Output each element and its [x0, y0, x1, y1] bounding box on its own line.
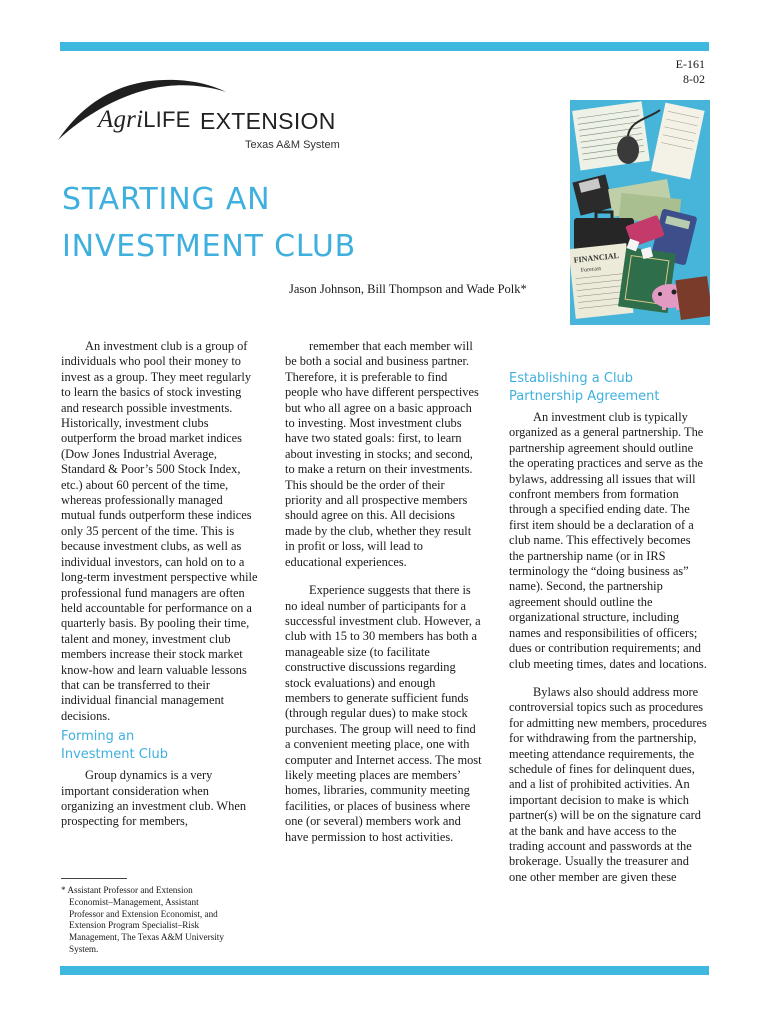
page-title: [62, 176, 356, 270]
receipt-tape-icon: [651, 103, 705, 180]
booklet-icon: [675, 276, 710, 320]
top-accent-bar: [60, 42, 709, 51]
logo-system: Texas A&M System: [245, 139, 340, 151]
section-heading-partnership: Establishing a Club Partnership Agreement: [509, 371, 660, 404]
column-1: [61, 339, 258, 830]
doc-date: 8-02: [683, 72, 705, 86]
agrilife-extension-logo: [58, 76, 358, 156]
doc-number: E-161: [675, 57, 705, 71]
logo-extension: EXTENSION: [200, 108, 336, 134]
section-heading-forming: Forming an Investment Club: [61, 729, 168, 763]
title-line-2: INVESTMENT CLUB: [62, 229, 356, 264]
document-number: [676, 57, 705, 87]
title-line-1: STARTING AN: [62, 182, 271, 217]
author-footnote: * Assistant Professor and Extension Economist–Management, Assistant Professor and Extension Economist, and Extension Program Specialist–Risk Management, The Texas A&M University System.: [61, 885, 261, 956]
authors: Jason Johnson, Bill Thompson and Wade Polk*: [289, 282, 527, 296]
stock-table-paper-icon: [572, 101, 650, 170]
svg-text:Forecast: Forecast: [580, 265, 602, 275]
bylaws-paragraph: Bylaws also should address more controversial topics such as procedures for admitting new members, procedures for withdrawing from the partnership, meeting attendance requirements, the schedule of fines for delinquent dues, and a list of prohibited activities. An important decision to make is which partner(s) will be on the signature card at the bank and have access to the trading account and passwords at the brokerage. Usually the treasurer and one other member are given these: [509, 684, 707, 884]
partnership-paragraph: An investment club is typically organized as a general partnership. The partnership agreement should outline the operating practices and serve as the bylaws, addressing all issues that will confront members from formation through a specified ending date. The first item should be a declaration of a club name. This effectively becomes the partnership name (or in IRS terminology the “doing business as” name). Second, the partnership agreement should outline the organizational structure, including names and responsibilities of officers; dues or contribution requirements; and club meeting times, dates and locations.: [509, 410, 707, 671]
logo-agri: AgriLIFE: [98, 106, 191, 133]
column-3: [509, 366, 707, 885]
intro-paragraph: An investment club is a group of individuals who pool their money to invest as a group. They meet regularly to learn the basics of stock investing and research possible investments. Historically, investment clubs outperform the broad market indices (Dow Jones Industrial Average, Standard & Poor’s 500 Stock Index, etc.) about 60 percent of the time, whereas professionally managed mutual funds outperform these indices only 35 percent of the time. This is because investment clubs, as well as individual investors, can hold on to a long-term investment perspective while professional fund managers are often held accountable for performance on a quarterly basis. By pooling their time, talent and money, investment club members increase their stock market know-how and learn valuable lessons that can be transferred to their individual financial management decisions.: [61, 339, 258, 723]
footnote-rule: [61, 878, 127, 879]
experience-paragraph: Experience suggests that there is no ideal number of participants for a successful investment club. However, a club with 15 to 30 members has both a manageable size (to facilitate constructive discussions regarding stock evaluations) and enough members to generate sufficient funds (through regular dues) to make stock purchases. The group will need to find a convenient meeting place, one with computer and Internet access. The most likely meeting places are members’ homes, libraries, community meeting facilities, or places of business where one (or several) members work and have permission to host activities.: [285, 583, 482, 844]
column-2: [285, 339, 483, 845]
bottom-accent-bar: [60, 966, 709, 975]
group-dynamics-paragraph: Group dynamics is a very important consideration when organizing an investment club. When prospecting for members,: [61, 768, 247, 829]
partner-paragraph: remember that each member will be both a social and business partner. Therefore, it is preferable to find people who have different perspectives but who all agree on a basic approach to investing. Most investment clubs have two stated goals: first, to learn about investing in stocks; and second, to make a return on their investments. This should be the order of their priority and all prospective members should agree on this. All decisions made by the club, whether they result in profit or loss, will lead to educational experiences.: [285, 339, 479, 569]
svg-text:FINANCIAL: FINANCIAL: [573, 251, 620, 265]
finance-collage-image: [570, 100, 710, 325]
floppy-disk-icon: [572, 174, 613, 215]
